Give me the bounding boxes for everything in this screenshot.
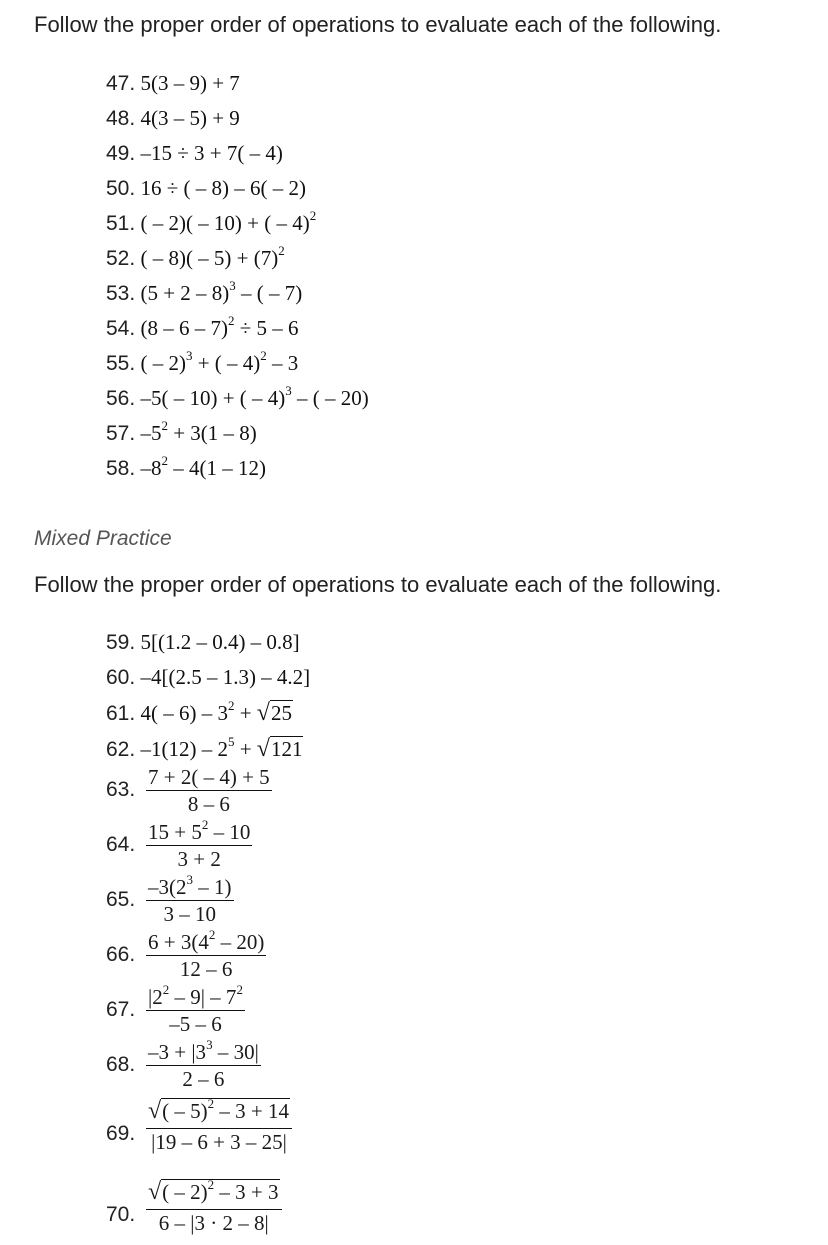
- problem-48: [106, 101, 240, 135]
- exponent: 2: [207, 1177, 215, 1192]
- exponent: 2: [208, 927, 216, 942]
- problem-number: 58.: [106, 457, 136, 480]
- problem-expression: [140, 208, 317, 235]
- problem-expression: [140, 313, 299, 340]
- problem-expression: 4(3 – 5) + 9: [140, 106, 240, 130]
- problem-58: [106, 451, 266, 485]
- problem-number: 57.: [106, 422, 136, 445]
- exponent: 2: [236, 982, 243, 997]
- exponent: 2: [201, 817, 209, 832]
- problem-number: 61.: [106, 702, 136, 725]
- problem-59: [106, 625, 300, 659]
- denominator: 8 – 6: [187, 792, 230, 816]
- problem-expression: –4[(2.5 – 1.3) – 4.2]: [140, 665, 311, 689]
- exponent: 2: [309, 208, 317, 223]
- denominator: 2 – 6: [182, 1067, 225, 1091]
- exponent: 5: [227, 734, 235, 749]
- problem-expression: [140, 698, 293, 726]
- problem-60: [106, 660, 310, 694]
- expr-part: – 3 + 3: [214, 1180, 279, 1204]
- denominator: 12 – 6: [179, 957, 233, 981]
- exponent: 2: [278, 243, 285, 258]
- problem-expression: [140, 278, 303, 305]
- problem-expression: 16 ÷ ( – 8) – 6( – 2): [140, 176, 306, 200]
- problem-62: [106, 732, 303, 766]
- exponent: 2: [227, 313, 235, 328]
- exponent: 3: [185, 348, 193, 363]
- expr-part: –5: [140, 421, 162, 445]
- expr-part: 4( – 6) – 3: [140, 701, 228, 725]
- problem-expression: –15 ÷ 3 + 7( – 4): [140, 141, 283, 165]
- exponent: 3: [206, 1037, 213, 1052]
- problem-51: [106, 206, 316, 240]
- problem-number: 52.: [106, 247, 136, 270]
- fraction: [146, 819, 252, 872]
- fraction: [146, 764, 272, 817]
- expr-part: –3(2: [148, 875, 187, 899]
- expr-part: (8 – 6 – 7): [140, 316, 228, 340]
- expr-part: –8: [140, 456, 162, 480]
- problem-number: 48.: [106, 107, 136, 130]
- radicand: [161, 1179, 279, 1204]
- exponent: 3: [186, 872, 193, 887]
- problem-number: 59.: [106, 631, 136, 654]
- exponent: 2: [207, 1096, 215, 1111]
- denominator: 6 – |3 · 2 – 8|: [158, 1211, 269, 1235]
- problem-expression: [140, 453, 266, 480]
- denominator: 3 + 2: [177, 847, 221, 871]
- exponent: 2: [161, 418, 168, 433]
- problem-expression: [140, 243, 285, 270]
- radicand: [161, 1098, 290, 1123]
- exponent: 2: [227, 698, 235, 713]
- expr-part: – 20): [215, 930, 265, 954]
- numerator: [146, 819, 252, 846]
- fraction: [146, 929, 266, 982]
- expr-part: –3 + |3: [148, 1040, 207, 1064]
- problem-expression: [140, 348, 299, 375]
- denominator: 3 – 10: [163, 902, 216, 926]
- problem-53: [106, 276, 302, 310]
- expr-part: ( – 2): [162, 1180, 208, 1204]
- problem-number: 53.: [106, 282, 136, 305]
- numerator: 7 + 2( – 4) + 5: [148, 765, 270, 789]
- problem-55: [106, 346, 298, 380]
- expr-part: – 9| – 7: [169, 985, 237, 1009]
- expr-part: – ( – 20): [291, 386, 369, 410]
- expr-part: + ( – 4): [192, 351, 261, 375]
- sqrt-icon: √: [256, 736, 270, 762]
- denominator: –5 – 6: [169, 1012, 222, 1036]
- problem-number: 60.: [106, 666, 136, 689]
- expr-part: (5 + 2 – 8): [140, 281, 230, 305]
- problem-number: 54.: [106, 317, 136, 340]
- section-heading: Mixed Practice: [34, 527, 172, 550]
- instruction-2: Follow the proper order of operations to evaluate each of the following.: [34, 572, 722, 597]
- problem-number: 65.: [106, 888, 136, 911]
- expr-part: + 3(1 – 8): [167, 421, 257, 445]
- fraction: [146, 874, 234, 927]
- sqrt-icon: √: [256, 700, 270, 726]
- problem-number: 56.: [106, 387, 136, 410]
- exponent: 2: [161, 453, 168, 468]
- exponent: 2: [162, 982, 170, 997]
- problem-56: [106, 381, 369, 415]
- numerator: [146, 1094, 292, 1129]
- expr-part: – 30|: [212, 1040, 259, 1064]
- numerator: [146, 929, 266, 956]
- problem-expression: 5[(1.2 – 0.4) – 0.8]: [140, 630, 300, 654]
- expr-part: 6 + 3(4: [148, 930, 209, 954]
- expr-part: – 1): [193, 875, 232, 899]
- problem-expression: [140, 418, 257, 445]
- fraction: [146, 1175, 282, 1236]
- problem-54: [106, 311, 298, 345]
- exponent: 3: [229, 278, 236, 293]
- numerator: [146, 984, 245, 1011]
- radicand: 121: [270, 737, 303, 761]
- problem-expression: [140, 383, 369, 410]
- numerator: [146, 874, 234, 901]
- expr-part: – 10: [208, 820, 251, 844]
- problem-number: 47.: [106, 72, 136, 95]
- problem-number: 69.: [106, 1122, 136, 1145]
- expr-part: –5( – 10) + ( – 4): [140, 386, 286, 410]
- problem-expression: [140, 734, 303, 762]
- expr-part: 15 + 5: [148, 820, 202, 844]
- problem-expression: 5(3 – 9) + 7: [140, 71, 240, 95]
- fraction: [146, 1094, 292, 1155]
- problem-49: [106, 136, 283, 170]
- expr-part: – ( – 7): [235, 281, 303, 305]
- expr-part: – 4(1 – 12): [167, 456, 266, 480]
- expr-part: |2: [148, 985, 163, 1009]
- exponent: 3: [285, 383, 292, 398]
- problem-61: [106, 696, 293, 730]
- problem-number: 49.: [106, 142, 136, 165]
- fraction: [146, 984, 245, 1037]
- radicand: 25: [270, 701, 292, 725]
- expr-part: +: [234, 737, 257, 761]
- problem-number: 67.: [106, 998, 136, 1021]
- problem-number: 55.: [106, 352, 136, 375]
- sqrt-icon: √: [148, 1098, 162, 1124]
- expr-part: ( – 2)( – 10) + ( – 4): [140, 211, 310, 235]
- problem-number: 68.: [106, 1053, 136, 1076]
- expr-part: ( – 2): [140, 351, 186, 375]
- problem-50: [106, 171, 306, 205]
- problem-number: 66.: [106, 943, 136, 966]
- problem-number: 50.: [106, 177, 136, 200]
- denominator: |19 – 6 + 3 – 25|: [151, 1130, 287, 1154]
- problem-number: 70.: [106, 1203, 136, 1226]
- expr-part: – 3: [266, 351, 299, 375]
- problem-57: [106, 416, 257, 450]
- problem-number: 62.: [106, 738, 136, 761]
- problem-52: [106, 241, 285, 275]
- expr-part: ( – 8)( – 5) + (7): [140, 246, 279, 270]
- expr-part: +: [234, 701, 257, 725]
- exponent: 2: [260, 348, 267, 363]
- problem-number: 64.: [106, 833, 136, 856]
- expr-part: ÷ 5 – 6: [234, 316, 299, 340]
- numerator: [146, 1039, 261, 1066]
- problem-47: [106, 66, 240, 100]
- sqrt-icon: √: [148, 1179, 162, 1205]
- problem-number: 51.: [106, 212, 136, 235]
- expr-part: –1(12) – 2: [140, 737, 228, 761]
- problem-number: 63.: [106, 778, 136, 801]
- expr-part: – 3 + 14: [214, 1099, 290, 1123]
- numerator: [146, 1175, 282, 1210]
- expr-part: ( – 5): [162, 1099, 208, 1123]
- fraction: [146, 1039, 261, 1092]
- instruction-1: Follow the proper order of operations to evaluate each of the following.: [34, 12, 722, 37]
